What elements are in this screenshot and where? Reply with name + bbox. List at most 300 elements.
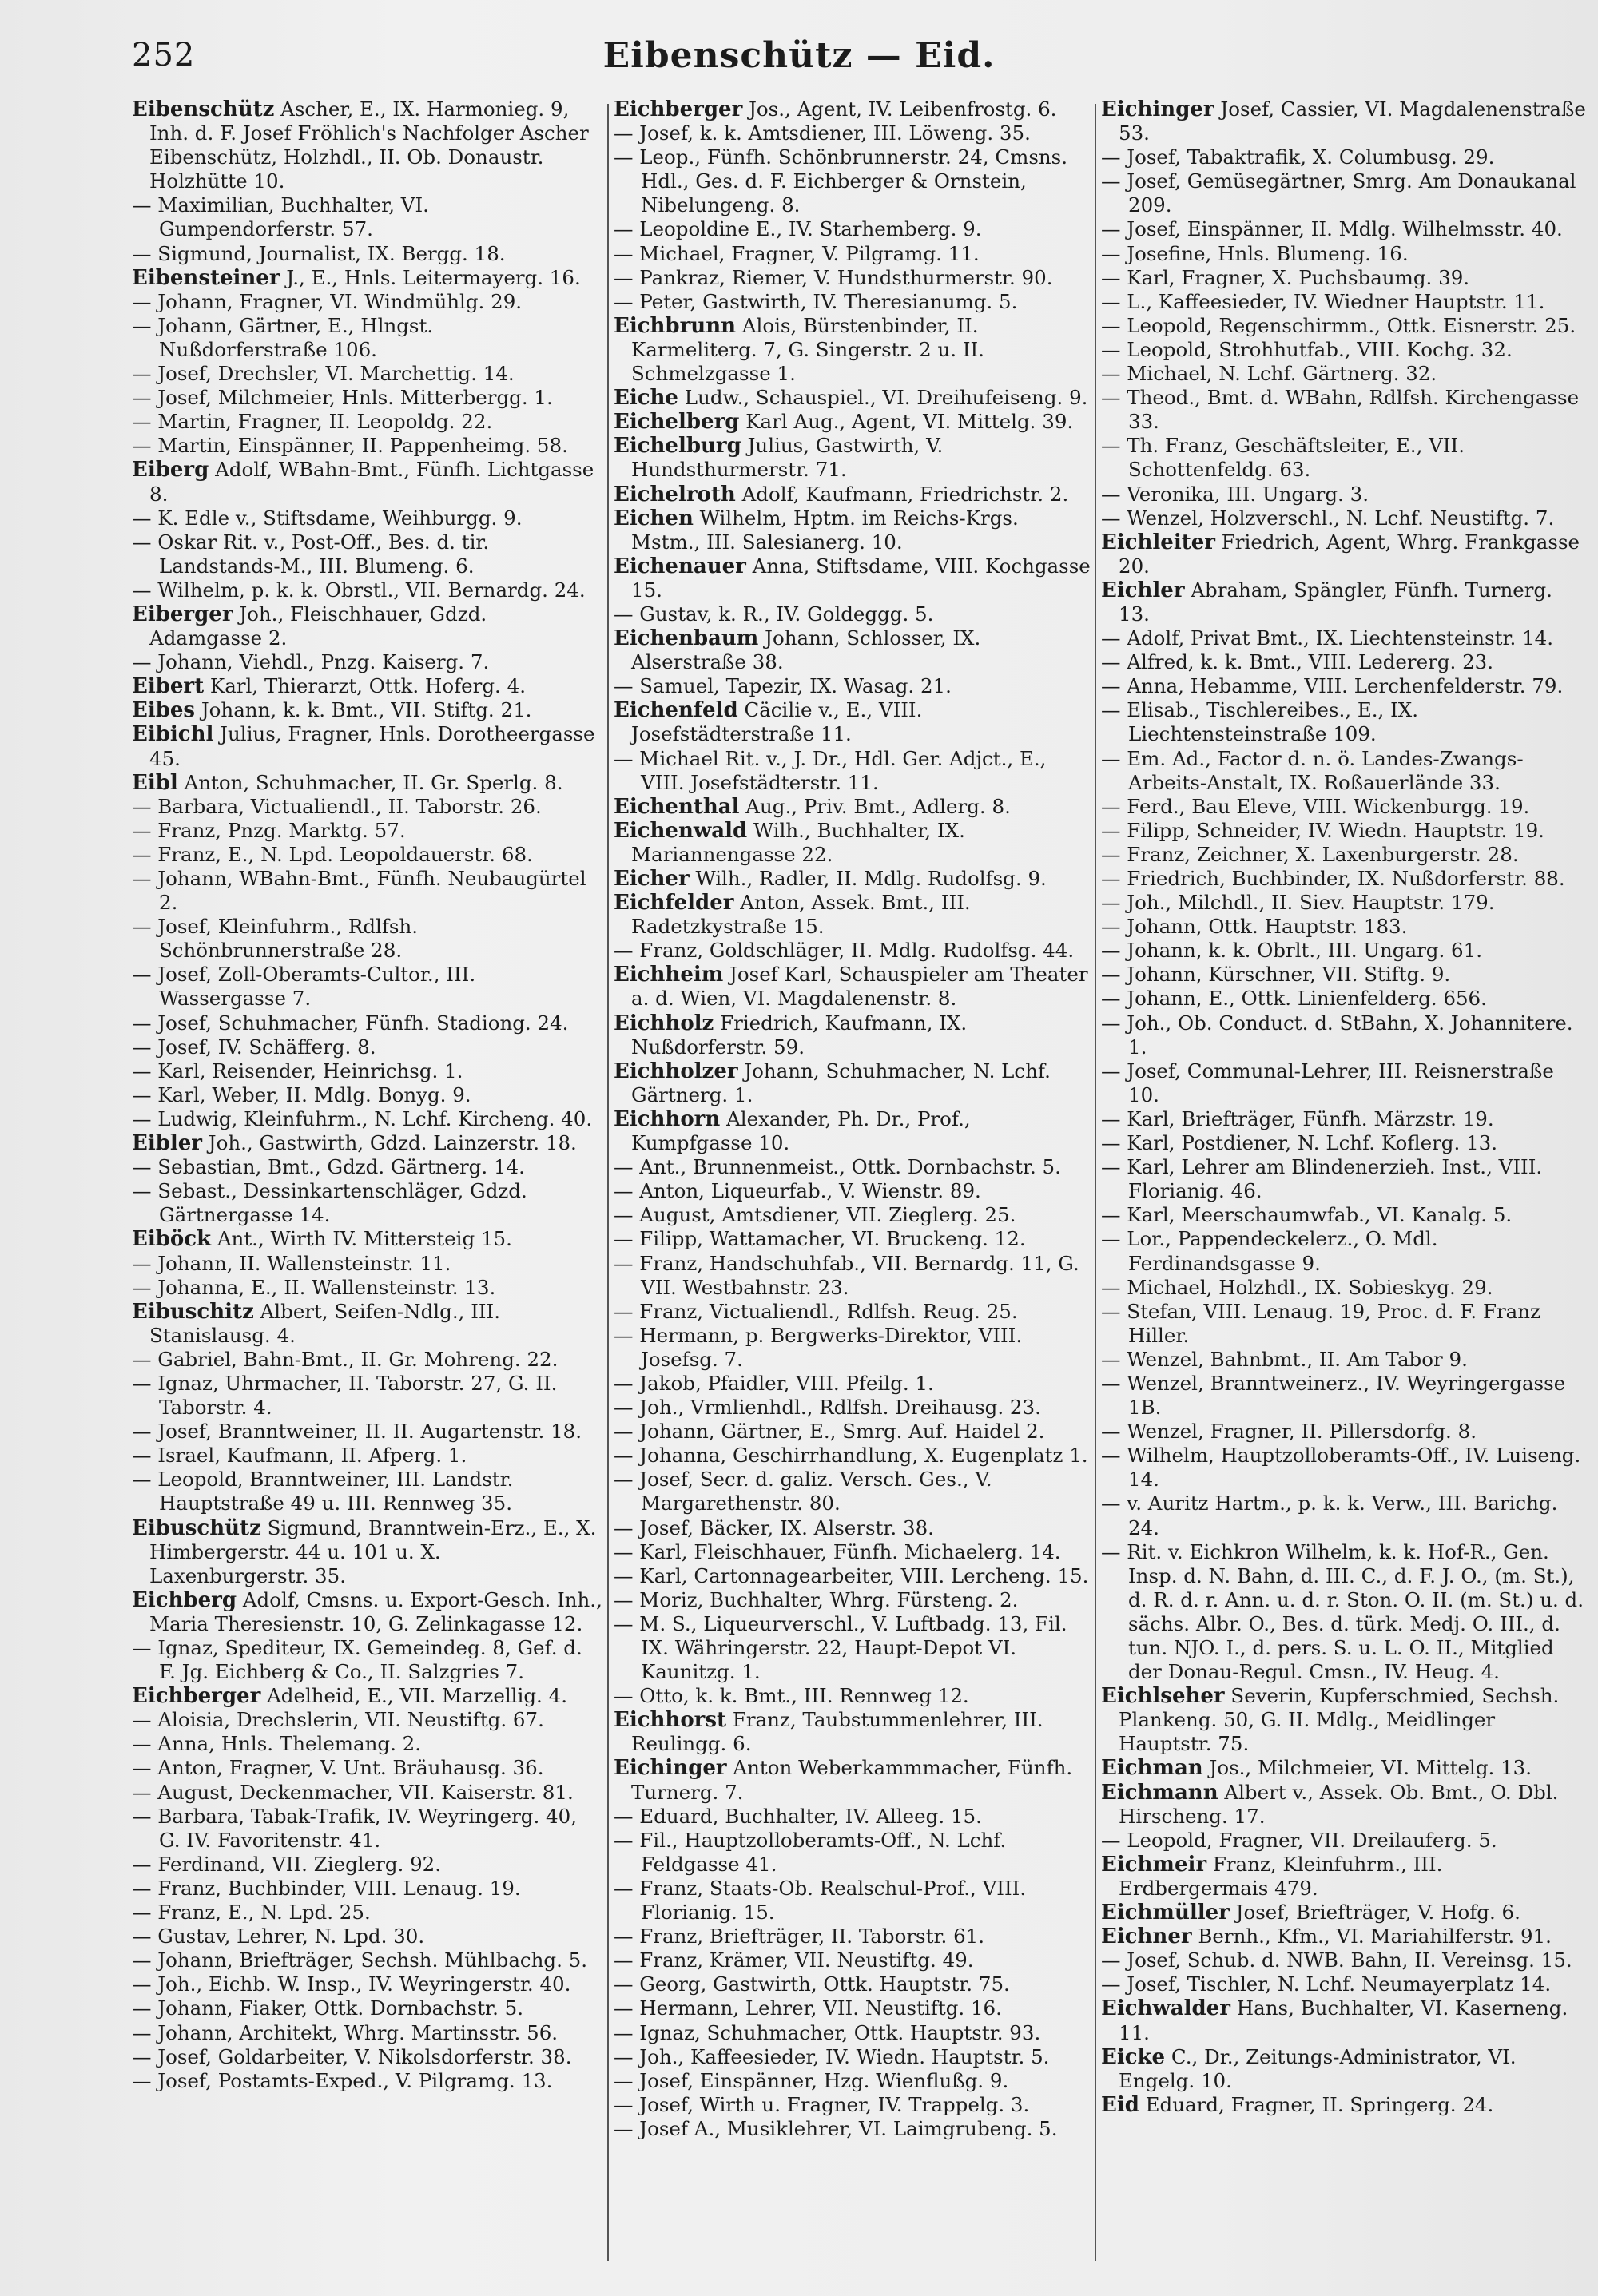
entry-text: Alois, Bürstenbinder, II. Karmeliterg. 7, G. Singerstr. 2 u. II. Schmelzgasse 1.: [631, 313, 984, 386]
entry-surname: Eichner: [1101, 1925, 1192, 1949]
entry-text: — Stefan, VIII. Lenaug. 19, Proc. d. F. Franz Hiller.: [1101, 1299, 1540, 1347]
directory-entry: [1101, 819, 1588, 843]
entry-surname: Eichinger: [614, 1756, 727, 1781]
entry-text: Friedrich, Kaufmann, IX. Nußdorferstr. 59.: [631, 1011, 968, 1059]
directory-entry: [132, 1972, 603, 1996]
directory-entry: [1101, 578, 1588, 626]
entry-text: — Johann, II. Wallensteinstr. 11.: [132, 1251, 451, 1275]
entry-surname: Eiböck: [132, 1227, 212, 1252]
entry-text: — Johann, Fiaker, Ottk. Dornbachstr. 5.: [132, 1996, 524, 2020]
entry-text: Joh., Gastwirth, Gdzd. Lainzerstr. 18.: [202, 1131, 577, 1155]
entry-text: — Franz, E., N. Lpd. Leopoldauerstr. 68.: [132, 842, 533, 866]
entry-text: — Johann, WBahn-Bmt., Fünfh. Neubaugürtel 2.: [132, 867, 586, 915]
entry-text: Wilh., Radler, II. Mdlg. Rudolfsg. 9.: [689, 867, 1047, 890]
entry-text: Adelheid, E., VII. Marzellig. 4.: [260, 1684, 567, 1708]
entry-text: Anton, Assek. Bmt., III. Radetzkystraße 15.: [631, 891, 971, 939]
directory-entry: [1101, 386, 1588, 434]
directory-entry: [132, 1372, 603, 1420]
entry-text: — Hermann, Lehrer, VII. Neustiftg. 16.: [614, 1996, 1002, 2020]
directory-entry: [614, 602, 1093, 626]
directory-entry: [132, 1083, 603, 1107]
directory-entry: [1101, 1227, 1588, 1275]
directory-entry: [1101, 1756, 1588, 1780]
entry-text: — Samuel, Tapezir, IX. Wasag. 21.: [614, 674, 952, 698]
directory-entry: [1101, 1948, 1588, 1972]
directory-entry: [614, 1203, 1093, 1227]
entry-text: — Hermann, p. Bergwerks-Direktor, VIII. Josefsg. 7.: [614, 1323, 1023, 1371]
entry-surname: Eichwalder: [1101, 1996, 1230, 2021]
directory-entry: [614, 506, 1093, 554]
directory-entry: [1101, 483, 1588, 506]
entry-text: — Ignaz, Schuhmacher, Ottk. Hauptstr. 93.: [614, 2020, 1041, 2044]
directory-entry: [1101, 747, 1588, 795]
entry-text: Adolf, Kaufmann, Friedrichstr. 2.: [735, 482, 1069, 506]
directory-entry: [1101, 1107, 1588, 1131]
directory-entry: [1101, 1372, 1588, 1420]
directory-entry: [132, 1684, 603, 1708]
entry-text: — Theod., Bmt. d. WBahn, Rdlfsh. Kirchengasse 33.: [1101, 386, 1580, 434]
entry-surname: Eichholz: [614, 1011, 714, 1035]
directory-entry: [132, 1948, 603, 1972]
directory-entry: [132, 1588, 603, 1636]
entry-text: — Franz, Victualiendl., Rdlfsh. Reug. 25.: [614, 1299, 1018, 1323]
entry-text: — Leopold, Strohhutfab., VIII. Kochg. 32.: [1101, 337, 1513, 361]
entry-text: Franz, Taubstummenlehrer, III. Reulingg. 6.: [631, 1708, 1043, 1756]
entry-text: — Franz, Briefträger, II. Taborstr. 61.: [614, 1925, 985, 1948]
entry-text: — v. Auritz Hartm., p. k. k. Verw., III. Barichg. 24.: [1101, 1492, 1558, 1539]
directory-entry: [1101, 1155, 1588, 1203]
entry-text: Ant., Wirth IV. Mittersteig 15.: [211, 1227, 512, 1251]
directory-entry: [132, 698, 603, 722]
directory-entry: [132, 1853, 603, 1877]
entry-text: — Anna, Hnls. Thelemang. 2.: [132, 1732, 422, 1756]
directory-entry: [132, 2045, 603, 2069]
entry-text: Anton Weberkammmacher, Fünfh. Turnerg. 7.: [631, 1756, 1073, 1804]
entry-text: — Barbara, Victualiendl., II. Taborstr. 26.: [132, 794, 542, 818]
entry-surname: Eichman: [1101, 1756, 1203, 1781]
entry-text: Johann, Schlosser, IX. Alserstraße 38.: [631, 626, 981, 674]
entry-text: — Michael, Holzhdl., IX. Sobieskyg. 29.: [1101, 1275, 1493, 1299]
directory-entry: [614, 410, 1093, 434]
entry-surname: Eibenschütz: [132, 97, 275, 121]
running-head: Eibenschütz — Eid.: [602, 35, 996, 76]
directory-entry: [132, 915, 603, 963]
entry-text: — Sebastian, Bmt., Gdzd. Gärtnerg. 14.: [132, 1155, 525, 1179]
entry-text: Alexander, Ph. Dr., Prof., Kumpfgasse 10.: [631, 1106, 971, 1155]
entry-text: — Jakob, Pfaidler, VIII. Pfeilg. 1.: [614, 1371, 934, 1395]
entry-text: — Wilhelm, Hauptzolloberamts-Off., IV. Luiseng. 14.: [1101, 1444, 1581, 1492]
entry-text: — Franz, Pnzg. Marktg. 57.: [132, 818, 406, 842]
directory-entry: [614, 963, 1093, 1011]
directory-entry: [614, 1107, 1093, 1155]
directory-entry: [614, 1227, 1093, 1251]
directory-entry: [614, 1444, 1093, 1468]
directory-entry: [614, 2021, 1093, 2045]
directory-entry: [132, 1925, 603, 1948]
entry-text: Hans, Buchhalter, VI. Kaserneng. 11.: [1119, 1996, 1568, 2044]
entry-surname: Eichenfeld: [614, 698, 738, 723]
entry-text: Sigmund, Branntwein-Erz., E., X. Himbergerstr. 44 u. 101 u. X. Laxenburgerstr. 35.: [149, 1515, 597, 1587]
entry-text: Aug., Priv. Bmt., Adlerg. 8.: [739, 794, 1011, 818]
entry-text: — Alfred, k. k. Bmt., VIII. Ledererg. 23.: [1101, 650, 1494, 674]
directory-entry: [132, 362, 603, 386]
entry-text: — Oskar Rit. v., Post-Off., Bes. d. tir. Landstands-M., III. Blumeng. 6.: [132, 530, 490, 578]
directory-entry: [1101, 1540, 1588, 1685]
directory-entry: [1101, 650, 1588, 674]
directory-entry: [614, 1516, 1093, 1540]
entry-text: — Ignaz, Uhrmacher, II. Taborstr. 27, G. II. Taborstr. 4.: [132, 1371, 558, 1420]
entry-surname: Eichlseher: [1101, 1684, 1225, 1709]
directory-entry: [132, 193, 603, 241]
directory-entry: [614, 1756, 1093, 1804]
directory-entry: [614, 314, 1093, 386]
entry-text: — Ignaz, Spediteur, IX. Gemeindeg. 8, Gef. d. F. Jg. Eichberg & Co., II. Salzgries 7.: [132, 1636, 582, 1684]
entry-text: — Josef, Schuhmacher, Fünfh. Stadiong. 24.: [132, 1011, 569, 1035]
directory-entry: [132, 1252, 603, 1276]
directory-entry: [1101, 1684, 1588, 1756]
directory-entry: [132, 1300, 603, 1348]
directory-entry: [132, 1805, 603, 1853]
directory-entry: [614, 1059, 1093, 1107]
entry-surname: Eibensteiner: [132, 265, 280, 290]
entry-text: — Filipp, Wattamacher, VI. Bruckeng. 12.: [614, 1227, 1026, 1251]
directory-entry: [614, 290, 1093, 314]
entry-surname: Eibert: [132, 674, 205, 699]
directory-entry: [132, 1420, 603, 1444]
entry-text: Julius, Gastwirth, V. Hundsthurmerstr. 71.: [631, 434, 944, 482]
entry-text: — Gustav, Lehrer, N. Lpd. 30.: [132, 1925, 425, 1948]
entry-text: — Veronika, III. Ungarg. 3.: [1101, 482, 1369, 506]
directory-entry: [614, 1805, 1093, 1829]
entry-text: — Franz, Krämer, VII. Neustiftg. 49.: [614, 1948, 974, 1972]
directory-entry: [1101, 97, 1588, 145]
entry-text: — Leopold, Regenschirmm., Ottk. Eisnerstr. 25.: [1101, 313, 1576, 337]
directory-entry: [1101, 1901, 1588, 1925]
entry-text: Karl, Thierarzt, Ottk. Hoferg. 4.: [204, 674, 526, 698]
directory-entry: [1101, 674, 1588, 698]
directory-entry: [1101, 915, 1588, 939]
entry-surname: Eiberger: [132, 602, 233, 626]
directory-entry: [614, 698, 1093, 746]
entry-text: — Johanna, Geschirrhandlung, X. Eugenplatz 1.: [614, 1444, 1088, 1468]
entry-text: — Franz, Buchbinder, VIII. Lenaug. 19.: [132, 1876, 521, 1900]
directory-entry: [614, 386, 1093, 410]
entry-text: Friedrich, Agent, Whrg. Frankgasse 20.: [1119, 530, 1580, 578]
directory-entry: [132, 290, 603, 314]
entry-text: — Pankraz, Riemer, V. Hundsthurmerstr. 90.: [614, 265, 1053, 289]
directory-entry: [132, 650, 603, 674]
entry-text: — Johann, Briefträger, Sechsh. Mühlbachg. 5.: [132, 1948, 588, 1972]
entry-text: — Ferd., Bau Eleve, VIII. Wickenburgg. 19.: [1101, 794, 1530, 818]
entry-text: — Ferdinand, VII. Zieglerg. 92.: [132, 1852, 442, 1876]
directory-entry: [1101, 1059, 1588, 1107]
entry-text: — Karl, Reisender, Heinrichsg. 1.: [132, 1059, 463, 1082]
directory-entry: [132, 1901, 603, 1925]
directory-entry: [1101, 1420, 1588, 1444]
directory-entry: [614, 1972, 1093, 1996]
entry-text: Wilh., Buchhalter, IX. Mariannengasse 22.: [631, 818, 965, 866]
entry-surname: Eichler: [1101, 578, 1185, 602]
entry-text: — Otto, k. k. Bmt., III. Rennweg 12.: [614, 1684, 969, 1708]
directory-entry: [132, 1516, 603, 1588]
directory-entry: [132, 1468, 603, 1515]
entry-text: — Karl, Postdiener, N. Lchf. Koflerg. 13.: [1101, 1131, 1498, 1155]
entry-text: — August, Deckenmacher, VII. Kaiserstr. 81.: [132, 1780, 574, 1804]
entry-text: — Ludwig, Kleinfuhrm., N. Lchf. Kircheng. 40.: [132, 1106, 593, 1130]
entry-surname: Eibichl: [132, 722, 214, 747]
entry-text: — Josef, Bäcker, IX. Alserstr. 38.: [614, 1515, 934, 1539]
directory-entry: [1101, 506, 1588, 530]
entry-text: — Karl, Briefträger, Fünfh. Märzstr. 19.: [1101, 1106, 1494, 1130]
directory-entry: [614, 1829, 1093, 1877]
page-number: 252: [132, 37, 196, 73]
directory-entry: [1101, 1011, 1588, 1059]
directory-entry: [132, 1781, 603, 1805]
directory-entry: [1101, 1492, 1588, 1539]
directory-entry: [614, 1420, 1093, 1444]
entry-text: — Josef, Einspänner, Hzg. Wienflußg. 9.: [614, 2068, 1009, 2092]
directory-entry: [614, 1948, 1093, 1972]
entry-surname: Eichmüller: [1101, 1901, 1230, 1925]
entry-surname: Eichelburg: [614, 434, 741, 459]
directory-entry: [1101, 314, 1588, 338]
entry-text: — Josef, IV. Schäfferg. 8.: [132, 1035, 376, 1059]
entry-text: Josef, Briefträger, V. Hofg. 6.: [1229, 1901, 1520, 1925]
entry-text: — Ant., Brunnenmeist., Ottk. Dornbachstr. 5.: [614, 1155, 1061, 1179]
directory-entry: [1101, 434, 1588, 482]
entry-text: Eduard, Fragner, II. Springerg. 24.: [1139, 2092, 1494, 2116]
entry-text: — Josef, Schub. d. NWB. Bahn, II. Vereinsg. 15.: [1101, 1948, 1572, 1972]
directory-entry: [132, 1059, 603, 1083]
entry-text: — Josef, Branntweiner, II. II. Augartenstr. 18.: [132, 1420, 582, 1444]
directory-entry: [1101, 1276, 1588, 1300]
directory-entry: [132, 1227, 603, 1251]
entry-text: — Moriz, Buchhalter, Whrg. Fürsteng. 2.: [614, 1587, 1019, 1611]
entry-text: — Wenzel, Fragner, II. Pillersdorfg. 8.: [1101, 1420, 1477, 1444]
entry-text: — Josefine, Hnls. Blumeng. 16.: [1101, 241, 1409, 265]
directory-entry: [132, 266, 603, 290]
entry-text: Johann, Schuhmacher, N. Lchf. Gärtnerg. 1.: [631, 1059, 1051, 1106]
entry-text: — K. Edle v., Stiftsdame, Weihburgg. 9.: [132, 506, 523, 530]
entry-text: — Josef, Tischler, N. Lchf. Neumayerplatz 14.: [1101, 1972, 1552, 1996]
entry-text: — Leopold, Fragner, VII. Dreilauferg. 5.: [1101, 1828, 1497, 1852]
entry-text: — Elisab., Tischlereibes., E., IX. Liechtensteinstraße 109.: [1101, 698, 1418, 746]
entry-text: — Josef, Drechsler, VI. Marchettig. 14.: [132, 362, 515, 386]
entry-text: Johann, k. k. Bmt., VII. Stiftg. 21.: [195, 698, 532, 722]
entry-text: Albert, Seifen-Ndlg., III. Stanislausg. 4.: [149, 1299, 501, 1347]
directory-entry: [614, 1372, 1093, 1396]
directory-entry: [132, 2021, 603, 2045]
entry-text: — Johann, Ottk. Hauptstr. 183.: [1101, 915, 1408, 939]
entry-text: Adolf, Cmsns. u. Export-Gesch. Inh., Maria Theresienstr. 10, G. Zelinkagasse 12.: [149, 1587, 602, 1635]
entry-surname: Eichberger: [132, 1684, 261, 1709]
directory-entry: [132, 722, 603, 770]
directory-entry: [614, 1588, 1093, 1612]
entry-text: Josef, Cassier, VI. Magdalenenstraße 53.: [1119, 97, 1586, 145]
directory-entry: [132, 2069, 603, 2093]
entry-surname: Eibl: [132, 770, 178, 795]
entry-text: Wilhelm, Hptm. im Reichs-Krgs. Mstm., III. Salesianerg. 10.: [631, 506, 1019, 554]
entry-text: Cäcilie v., E., VIII. Josefstädterstraße 11.: [631, 698, 923, 746]
directory-entry: [614, 1612, 1093, 1684]
directory-entry: [1101, 1996, 1588, 2044]
directory-entry: [132, 1877, 603, 1901]
entry-text: — Leop., Fünfh. Schönbrunnerstr. 24, Cmsns. Hdl., Ges. d. F. Eichberger & Ornstein, Nibelungeng. 8.: [614, 145, 1068, 217]
directory-entry: [614, 266, 1093, 290]
entry-text: — Joh., Vrmlienhdl., Rdlfsh. Dreihausg. 23.: [614, 1396, 1041, 1420]
entry-text: — Sebast., Dessinkartenschläger, Gdzd. Gärtnergasse 14.: [132, 1179, 527, 1227]
directory-entry: [614, 2045, 1093, 2069]
directory-entry: [132, 1011, 603, 1035]
directory-entry: [1101, 795, 1588, 819]
directory-entry: [132, 314, 603, 362]
entry-text: — Georg, Gastwirth, Ottk. Hauptstr. 75.: [614, 1972, 1010, 1996]
entry-surname: Eichenwald: [614, 818, 748, 843]
entry-text: — Gabriel, Bahn-Bmt., II. Gr. Mohreng. 22.: [132, 1347, 559, 1371]
directory-entry: [614, 867, 1093, 891]
directory-entry: [132, 458, 603, 506]
directory-entry: [132, 795, 603, 819]
entry-text: — Gustav, k. R., IV. Goldeggg. 5.: [614, 602, 934, 626]
entry-text: — Franz, Zeichner, X. Laxenburgerstr. 28.: [1101, 842, 1519, 866]
entry-text: — Martin, Einspänner, II. Pappenheimg. 58.: [132, 434, 568, 458]
directory-entry: [614, 747, 1093, 795]
entry-text: — Michael, N. Lchf. Gärtnerg. 32.: [1101, 362, 1437, 386]
entry-text: Ascher, E., IX. Harmonieg. 9, Inh. d. F. Josef Fröhlich's Nachfolger Ascher Eibenschütz, Holzhdl., II. Ob. Donaustr. Holzhütte 10.: [149, 97, 589, 193]
entry-text: — Johann, Gärtner, E., Smrg. Auf. Haidel 2.: [614, 1420, 1045, 1444]
column-rule: [607, 104, 609, 2261]
directory-entry: [614, 795, 1093, 819]
entry-text: — Josef, Secr. d. galiz. Versch. Ges., V. Margarethenstr. 80.: [614, 1468, 992, 1515]
entry-text: — Karl, Cartonnagearbeiter, VIII. Lercheng. 15.: [614, 1563, 1089, 1587]
entry-text: Bernh., Kfm., VI. Mariahilferstr. 91.: [1191, 1925, 1552, 1948]
entry-text: — Joh., Milchdl., II. Siev. Hauptstr. 179.: [1101, 891, 1495, 915]
entry-surname: Eichinger: [1101, 97, 1214, 121]
directory-entry: [614, 217, 1093, 241]
directory-entry: [132, 1348, 603, 1372]
entry-text: — Franz, E., N. Lpd. 25.: [132, 1901, 371, 1925]
directory-entry: [614, 674, 1093, 698]
entry-text: — Sigmund, Journalist, IX. Bergg. 18.: [132, 241, 506, 265]
directory-entry: [1101, 939, 1588, 963]
entry-surname: Eiche: [614, 386, 678, 411]
directory-entry: [614, 1324, 1093, 1372]
entry-surname: Eichmann: [1101, 1780, 1218, 1805]
entry-text: — Josef, Communal-Lehrer, III. Reisnerstraße 10.: [1101, 1059, 1554, 1106]
directory-entry: [1101, 145, 1588, 169]
directory-entry: [614, 819, 1093, 867]
entry-surname: Eibler: [132, 1131, 202, 1156]
directory-entry: [1101, 891, 1588, 915]
entry-text: — Rit. v. Eichkron Wilhelm, k. k. Hof-R., Gen. Insp. d. N. Bahn, d. III. C., d. F. J. O., (m. St.), d. R. d. r. Ann. u. d. r. Ston. O. II. (m. St.) u. d. sächs. Albr. O., Bes. d. türk. Medj. O. III., d. tun. NJO. I., d. pers. S. u. L. O. II., Mitglied der Donau-Regul. Cmsn., IV. Heug. 4.: [1101, 1539, 1584, 1684]
directory-entry: [132, 434, 603, 458]
directory-entry: [132, 1107, 603, 1131]
entry-surname: Eichfelder: [614, 891, 734, 916]
entry-text: Anton, Schuhmacher, II. Gr. Sperlg. 8.: [177, 770, 563, 794]
entry-text: — Michael Rit. v., J. Dr., Hdl. Ger. Adjct., E., VIII. Josefstädterstr. 11.: [614, 746, 1047, 794]
directory-entry: [614, 483, 1093, 506]
entry-text: — Franz, Handschuhfab., VII. Bernardg. 11, G. VII. Westbahnstr. 23.: [614, 1251, 1079, 1299]
entry-text: — Josef, Einspänner, II. Mdlg. Wilhelmsstr. 40.: [1101, 217, 1563, 241]
entry-text: — Karl, Lehrer am Blindenerzieh. Inst., VIII. Florianig. 46.: [1101, 1155, 1543, 1203]
directory-entry: [132, 530, 603, 578]
directory-entry: [1101, 1131, 1588, 1155]
entry-text: — Josef, Postamts-Exped., V. Pilgramg. 13.: [132, 2068, 553, 2092]
directory-entry: [614, 242, 1093, 266]
entry-surname: Eichheim: [614, 963, 724, 987]
entry-text: — Josef, k. k. Amtsdiener, III. Löweng. 35.: [614, 121, 1031, 145]
entry-surname: Eichhorn: [614, 1106, 721, 1131]
entry-text: Joh., Fleischhauer, Gdzd. Adamgasse 2.: [149, 602, 487, 650]
entry-surname: Eichhorst: [614, 1708, 727, 1733]
directory-entry: [132, 386, 603, 410]
entry-text: — Anna, Hebamme, VIII. Lerchenfelderstr. 79.: [1101, 674, 1564, 698]
directory-entry: [614, 891, 1093, 939]
entry-surname: Eibuschütz: [132, 1515, 261, 1540]
entry-text: — Josef, Kleinfuhrm., Rdlfsh. Schönbrunnerstraße 28.: [132, 915, 419, 963]
entry-text: — Karl, Meerschaumwfab., VI. Kanalg. 5.: [1101, 1203, 1513, 1227]
entry-text: — Eduard, Buchhalter, IV. Alleeg. 15.: [614, 1804, 982, 1828]
directory-entry: [132, 1996, 603, 2020]
directory-entry: [132, 602, 603, 650]
directory-entry: [1101, 987, 1588, 1011]
entry-text: — L., Kaffeesieder, IV. Wiedner Hauptstr. 11.: [1101, 289, 1545, 313]
entry-text: — Aloisia, Drechslerin, VII. Neustiftg. 67.: [132, 1708, 544, 1732]
entry-text: — Josef, Gemüsegärtner, Smrg. Am Donaukanal 209.: [1101, 169, 1576, 217]
entry-text: Jos., Milchmeier, VI. Mittelg. 13.: [1202, 1756, 1532, 1780]
directory-entry: [132, 506, 603, 530]
column-rule: [1095, 104, 1096, 2261]
entry-text: — Wilhelm, p. k. k. Obrstl., VII. Bernardg. 24.: [132, 578, 586, 602]
entry-text: — M. S., Liqueurverschl., V. Luftbadg. 13, Fil. IX. Währingerstr. 22, Haupt-Depot VI. Kaunitzg. 1.: [614, 1611, 1067, 1684]
entry-surname: Eichberg: [132, 1587, 237, 1612]
directory-entry: [614, 2117, 1093, 2141]
directory-entry: [132, 1444, 603, 1468]
directory-entry: [1101, 338, 1588, 362]
entry-text: — Leopold, Branntweiner, III. Landstr. Hauptstraße 49 u. III. Rennweg 35.: [132, 1468, 514, 1515]
directory-entry: [132, 242, 603, 266]
directory-entry: [614, 1252, 1093, 1300]
entry-text: — Johanna, E., II. Wallensteinstr. 13.: [132, 1275, 496, 1299]
entry-text: — Michael, Fragner, V. Pilgramg. 11.: [614, 241, 980, 265]
directory-entry: [614, 97, 1093, 121]
directory-entry: [132, 1179, 603, 1227]
directory-entry: [614, 1300, 1093, 1324]
entry-text: — Peter, Gastwirth, IV. Theresianumg. 5.: [614, 289, 1018, 313]
entry-text: — Josef, Milchmeier, Hnls. Mitterbergg. 1.: [132, 386, 553, 410]
entry-text: Ludw., Schauspiel., VI. Dreihufeiseng. 9.: [678, 386, 1088, 410]
directory-entry: [614, 1708, 1093, 1756]
entry-text: Anna, Stiftsdame, VIII. Kochgasse 15.: [631, 554, 1091, 602]
entry-text: — Joh., Ob. Conduct. d. StBahn, X. Johannitere. 1.: [1101, 1011, 1573, 1059]
entry-text: — Franz, Goldschläger, II. Mdlg. Rudolfsg. 44.: [614, 939, 1075, 963]
entry-text: Adolf, WBahn-Bmt., Fünfh. Lichtgasse 8.: [149, 458, 594, 506]
directory-entry: [132, 771, 603, 795]
directory-entry: [1101, 2093, 1588, 2117]
directory-entry: [614, 1877, 1093, 1925]
directory-entry: [132, 410, 603, 434]
entry-text: — Em. Ad., Factor d. n. ö. Landes-Zwangs-Arbeits-Anstalt, IX. Roßauerlände 33.: [1101, 746, 1524, 794]
directory-entry: [1101, 843, 1588, 867]
entry-text: — Adolf, Privat Bmt., IX. Liechtensteinstr. 14.: [1101, 626, 1554, 650]
entry-text: Karl Aug., Agent, VI. Mittelg. 39.: [739, 410, 1074, 434]
entry-text: C., Dr., Zeitungs-Administrator, VI. Engelg. 10.: [1119, 2044, 1517, 2092]
entry-text: — Johann, Gärtner, E., Hlngst. Nußdorferstraße 106.: [132, 313, 434, 361]
entry-text: — Lor., Pappendeckelerz., O. Mdl. Ferdinandsgasse 9.: [1101, 1227, 1438, 1275]
directory-entry: [1101, 1972, 1588, 1996]
directory-entry: [132, 1708, 603, 1732]
directory-entry: [1101, 362, 1588, 386]
